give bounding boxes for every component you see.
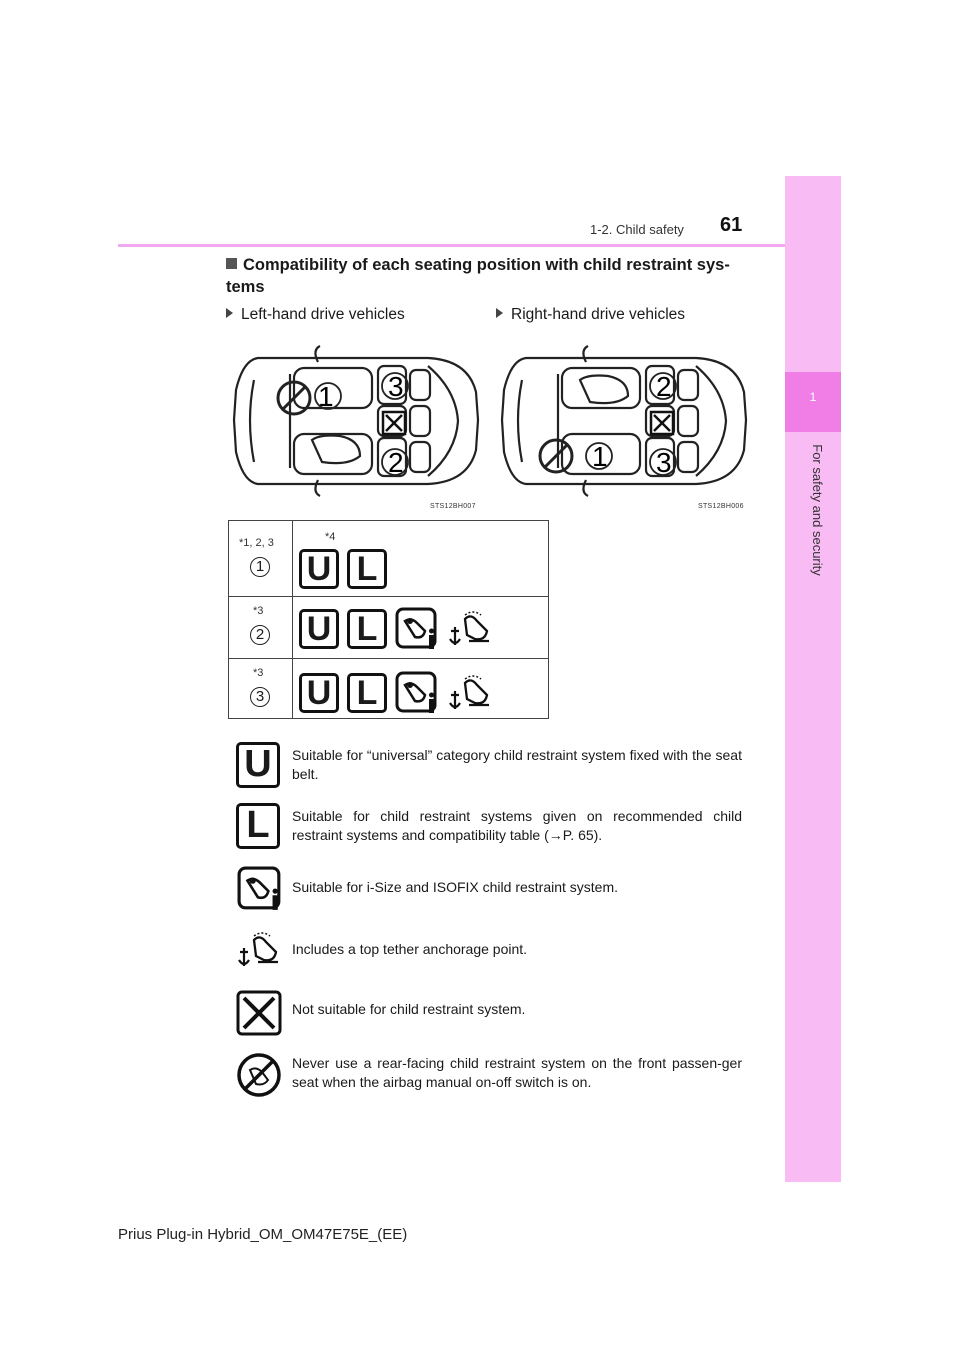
top-tether-anchor-icon [236,928,286,972]
page-number: 61 [720,214,743,236]
heading-text: Compatibility of each seating position with child restraint sys-tems [226,256,730,296]
table-divider [292,521,293,718]
isofix-seat-icon [395,607,439,651]
universal-u-icon: U [299,673,339,713]
chapter-number: 1 [809,390,817,404]
seat-number-circle: 2 [250,625,270,645]
top-tether-anchor-icon [447,671,497,715]
subhead-rhd-text: Right-hand drive vehicles [511,306,686,323]
seat-number-circle: 1 [250,557,270,577]
universal-u-icon: U [236,742,280,788]
svg-text:3: 3 [388,371,404,402]
lhd-image-code: STS12BH007 [430,503,476,510]
cross-box-icon [236,990,282,1036]
legend-text: Suitable for child restraint systems given on recommended child restraint systems and compatibility table (→P. 65). [292,808,742,843]
subhead-rhd [496,306,685,324]
lhd-car-diagram [228,340,484,502]
header-rule [118,244,785,247]
seat-note: *3 [253,667,264,679]
svg-text:2: 2 [656,371,672,402]
heading-bullet-icon [226,258,237,269]
icon-row [299,607,497,651]
icon-row [299,549,387,589]
recommended-l-icon: L [347,673,387,713]
seat-note: *3 [253,605,264,617]
seat-number-circle: 3 [250,687,270,707]
legend-text: Suitable for i-Size and ISOFIX child restraint system. [292,879,619,895]
table-divider [229,658,548,659]
universal-u-icon: U [299,609,339,649]
triangle-bullet-icon [496,308,503,318]
chapter-side-tab [785,176,841,1182]
svg-text:1: 1 [318,381,334,412]
section-label: 1-2. Child safety [590,222,684,237]
table-divider [229,596,548,597]
svg-text:1: 1 [592,441,608,472]
recommended-l-icon: L [347,549,387,589]
isofix-seat-icon [395,671,439,715]
no-rear-facing-seat-icon [236,1052,282,1098]
legend-text: Suitable for “universal” category child restraint system fixed with the seat belt. [292,747,742,782]
legend-text: Never use a rear-facing child restraint system on the front passen-ger seat when the airbag manual on-off switch is on. [292,1055,742,1090]
rhd-image-code: STS12BH006 [698,503,744,510]
isofix-seat-icon [236,866,284,912]
legend-text: Not suitable for child restraint system. [292,1001,526,1017]
chapter-title: For safety and security [810,444,825,576]
rhd-car-diagram [496,340,752,502]
svg-text:3: 3 [656,447,672,478]
universal-u-icon: U [299,549,339,589]
seat-compatibility-table [228,520,549,719]
section-heading [226,254,756,298]
triangle-bullet-icon [226,308,233,318]
legend-text: Includes a top tether anchorage point. [292,941,528,957]
subhead-lhd [226,306,405,324]
subhead-lhd-text: Left-hand drive vehicles [241,306,405,323]
recommended-l-icon: L [347,609,387,649]
svg-text:2: 2 [388,447,404,478]
recommended-l-icon: L [236,803,280,849]
icon-note: *4 [325,531,336,543]
top-tether-anchor-icon [447,607,497,651]
icon-row [299,671,497,715]
document-footer: Prius Plug-in Hybrid_OM_OM47E75E_(EE) [118,1226,408,1243]
seat-note: *1, 2, 3 [239,537,274,549]
